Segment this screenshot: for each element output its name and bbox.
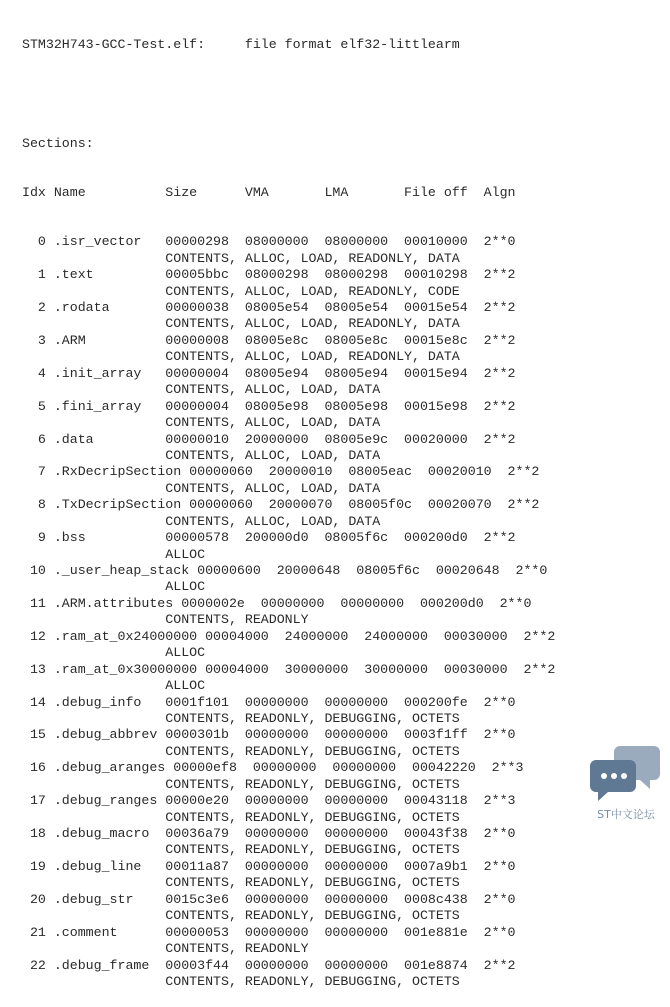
section-flags: CONTENTS, ALLOC, LOAD, DATA <box>22 447 381 463</box>
section-flags: CONTENTS, ALLOC, LOAD, DATA <box>22 382 381 398</box>
section-flags: ALLOC <box>22 579 206 595</box>
section-flags: ALLOC <box>22 645 206 661</box>
section-row: 11 .ARM.attributes 0000002e 00000000 00000000 000200d0 2**0 <box>22 595 532 611</box>
section-flags: CONTENTS, ALLOC, LOAD, DATA <box>22 480 381 496</box>
section-row: 1 .text 00005bbc 08000298 08000298 00010298 2**2 <box>22 267 516 283</box>
section-row: 4 .init_array 00000004 08005e94 08005e94 00015e94 2**2 <box>22 365 516 381</box>
section-row: 13 .ram_at_0x30000000 00004000 30000000 30000000 00030000 2**2 <box>22 661 556 677</box>
section-row: 20 .debug_str 0015c3e6 00000000 00000000 0008c438 2**0 <box>22 891 516 907</box>
sections-title: Sections: <box>22 135 94 151</box>
section-row: 21 .comment 00000053 00000000 00000000 001e881e 2**0 <box>22 924 516 940</box>
section-flags: CONTENTS, ALLOC, LOAD, READONLY, DATA <box>22 250 460 266</box>
section-flags: CONTENTS, ALLOC, LOAD, READONLY, DATA <box>22 316 460 332</box>
file-format-line: STM32H743-GCC-Test.elf: file format elf32-littlearm <box>22 36 460 52</box>
section-row: 16 .debug_aranges 00000ef8 00000000 00000000 00042220 2**3 <box>22 760 524 776</box>
watermark-label: ST中文论坛 <box>597 808 655 821</box>
section-row: 10 ._user_heap_stack 00000600 20000648 08005f6c 00020648 2**0 <box>22 563 548 579</box>
section-flags: CONTENTS, READONLY, DEBUGGING, OCTETS <box>22 743 460 759</box>
section-row: 22 .debug_frame 00003f44 00000000 00000000 001e8874 2**2 <box>22 957 516 973</box>
section-flags: CONTENTS, ALLOC, LOAD, READONLY, DATA <box>22 349 460 365</box>
objdump-output <box>22 4 662 989</box>
section-row: 17 .debug_ranges 00000e20 00000000 00000000 00043118 2**3 <box>22 793 516 809</box>
section-row: 3 .ARM 00000008 08005e8c 08005e8c 00015e8c 2**2 <box>22 332 516 348</box>
sections-table <box>22 234 662 990</box>
section-flags: ALLOC <box>22 678 206 694</box>
section-row: 2 .rodata 00000038 08005e54 08005e54 00015e54 2**2 <box>22 300 516 316</box>
section-flags: CONTENTS, READONLY <box>22 612 309 628</box>
section-row: 8 .TxDecripSection 00000060 20000070 08005f0c 00020070 2**2 <box>22 497 540 513</box>
section-row: 12 .ram_at_0x24000000 00004000 24000000 24000000 00030000 2**2 <box>22 628 556 644</box>
section-row: 15 .debug_abbrev 0000301b 00000000 00000000 0003f1ff 2**0 <box>22 727 516 743</box>
section-flags: CONTENTS, READONLY, DEBUGGING, OCTETS <box>22 908 460 924</box>
section-row: 6 .data 00000010 20000000 08005e9c 00020000 2**2 <box>22 431 516 447</box>
section-row: 19 .debug_line 00011a87 00000000 00000000 0007a9b1 2**0 <box>22 858 516 874</box>
chat-bubbles-icon <box>590 742 662 804</box>
section-flags: CONTENTS, READONLY, DEBUGGING, OCTETS <box>22 776 460 792</box>
section-flags: CONTENTS, READONLY, DEBUGGING, OCTETS <box>22 875 460 891</box>
section-flags: CONTENTS, READONLY <box>22 941 309 957</box>
section-row: 14 .debug_info 0001f101 00000000 00000000 000200fe 2**0 <box>22 694 516 710</box>
st-forum-watermark <box>590 742 662 822</box>
section-flags: CONTENTS, READONLY, DEBUGGING, OCTETS <box>22 842 460 858</box>
section-flags: CONTENTS, READONLY, DEBUGGING, OCTETS <box>22 809 460 825</box>
section-flags: CONTENTS, ALLOC, LOAD, DATA <box>22 415 381 431</box>
section-row: 18 .debug_macro 00036a79 00000000 00000000 00043f38 2**0 <box>22 826 516 842</box>
section-flags: CONTENTS, READONLY, DEBUGGING, OCTETS <box>22 973 460 989</box>
section-flags: CONTENTS, ALLOC, LOAD, READONLY, CODE <box>22 283 460 299</box>
section-flags: CONTENTS, ALLOC, LOAD, DATA <box>22 513 381 529</box>
section-flags: CONTENTS, READONLY, DEBUGGING, OCTETS <box>22 710 460 726</box>
section-row: 7 .RxDecripSection 00000060 20000010 08005eac 00020010 2**2 <box>22 464 540 480</box>
section-flags: ALLOC <box>22 546 206 562</box>
section-row: 0 .isr_vector 00000298 08000000 08000000 00010000 2**0 <box>22 234 516 250</box>
section-row: 9 .bss 00000578 200000d0 08005f6c 000200d0 2**2 <box>22 530 516 546</box>
sections-column-headers: Idx Name Size VMA LMA File off Algn <box>22 184 516 200</box>
blank-line <box>22 86 662 102</box>
section-row: 5 .fini_array 00000004 08005e98 08005e98 00015e98 2**2 <box>22 398 516 414</box>
